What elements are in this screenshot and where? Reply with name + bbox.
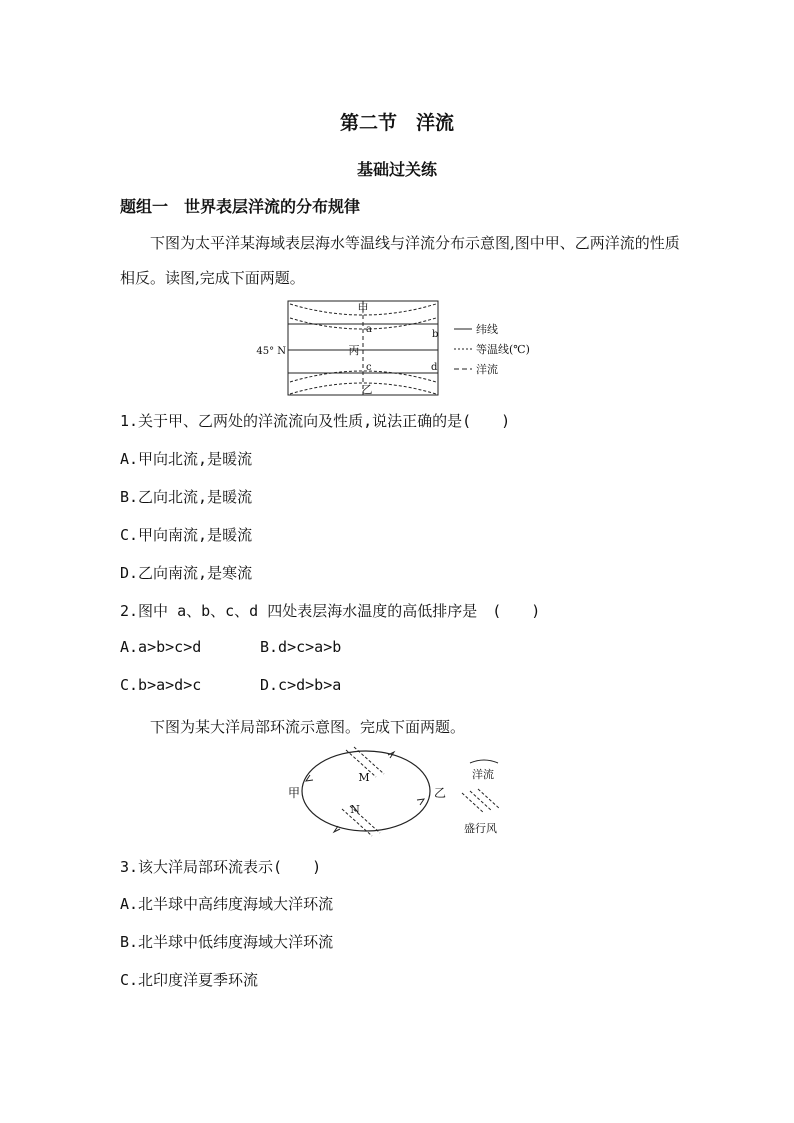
intro-paragraph-2: 下图为某大洋局部环流示意图。完成下面两题。 — [150, 718, 466, 736]
q3-option-a[interactable]: A.北半球中高纬度海域大洋环流 — [120, 895, 334, 913]
legend-iso-label: 等温线(℃) — [476, 343, 530, 356]
label-c: c — [366, 362, 372, 373]
q2-option-a[interactable]: A.a>b>c>d — [120, 638, 202, 656]
question-3-stem: 3.该大洋局部环流表示( ) — [120, 858, 322, 876]
label-M: M — [358, 771, 370, 784]
gyre-arrow-right — [417, 799, 424, 805]
section-title: 第二节 洋流 — [339, 112, 454, 134]
q3-option-b[interactable]: B.北半球中低纬度海域大洋环流 — [120, 933, 334, 951]
legend-lat-label: 纬线 — [476, 323, 498, 336]
q1-option-a[interactable]: A.甲向北流,是暖流 — [120, 450, 253, 468]
legend-current-swatch-2 — [470, 760, 498, 763]
legend-wind-swatch-1 — [462, 793, 484, 813]
label-yi: 乙 — [361, 383, 373, 396]
label-jia-2: 甲 — [287, 786, 301, 800]
q1-option-c[interactable]: C.甲向南流,是暖流 — [120, 526, 253, 544]
label-a: a — [366, 324, 372, 335]
label-d: d — [431, 362, 438, 373]
legend-current-label-2: 洋流 — [472, 768, 494, 781]
question-1-stem: 1.关于甲、乙两处的洋流流向及性质,说法正确的是( ) — [120, 412, 511, 430]
section-subtitle: 基础过关练 — [356, 160, 437, 179]
intro-paragraph-1: 下图为太平洋某海域表层海水等温线与洋流分布示意图,图中甲、乙两洋流的性质相反。读图,完成下面两题。 — [120, 234, 680, 287]
gyre-ellipse — [302, 751, 430, 831]
legend-wind-swatch-3 — [478, 789, 500, 809]
q1-option-b[interactable]: B.乙向北流,是暖流 — [120, 488, 253, 506]
q2-option-d[interactable]: D.c>d>b>a — [260, 676, 342, 694]
figure-isotherm-current — [250, 296, 550, 402]
label-N: N — [350, 803, 360, 816]
label-45n: 45° N — [256, 346, 286, 357]
q3-option-c[interactable]: C.北印度洋夏季环流 — [120, 971, 259, 989]
label-yi-2: 乙 — [433, 786, 447, 800]
question-2-stem: 2.图中 a、b、c、d 四处表层海水温度的高低排序是 ( ) — [120, 602, 541, 620]
q2-option-b[interactable]: B.d>c>a>b — [260, 638, 342, 656]
label-bing: 丙 — [348, 344, 360, 357]
q1-option-d[interactable]: D.乙向南流,是寒流 — [120, 564, 253, 582]
legend-wind-label: 盛行风 — [464, 822, 497, 835]
legend-current-label: 洋流 — [476, 363, 498, 376]
legend-wind-swatch-2 — [470, 791, 492, 811]
label-jia: 甲 — [357, 302, 369, 315]
q2-option-c[interactable]: C.b>a>d>c — [120, 676, 202, 694]
question-group-heading: 题组一 世界表层洋流的分布规律 — [120, 197, 361, 216]
label-b: b — [432, 329, 439, 340]
figure-ocean-gyre — [280, 745, 520, 841]
